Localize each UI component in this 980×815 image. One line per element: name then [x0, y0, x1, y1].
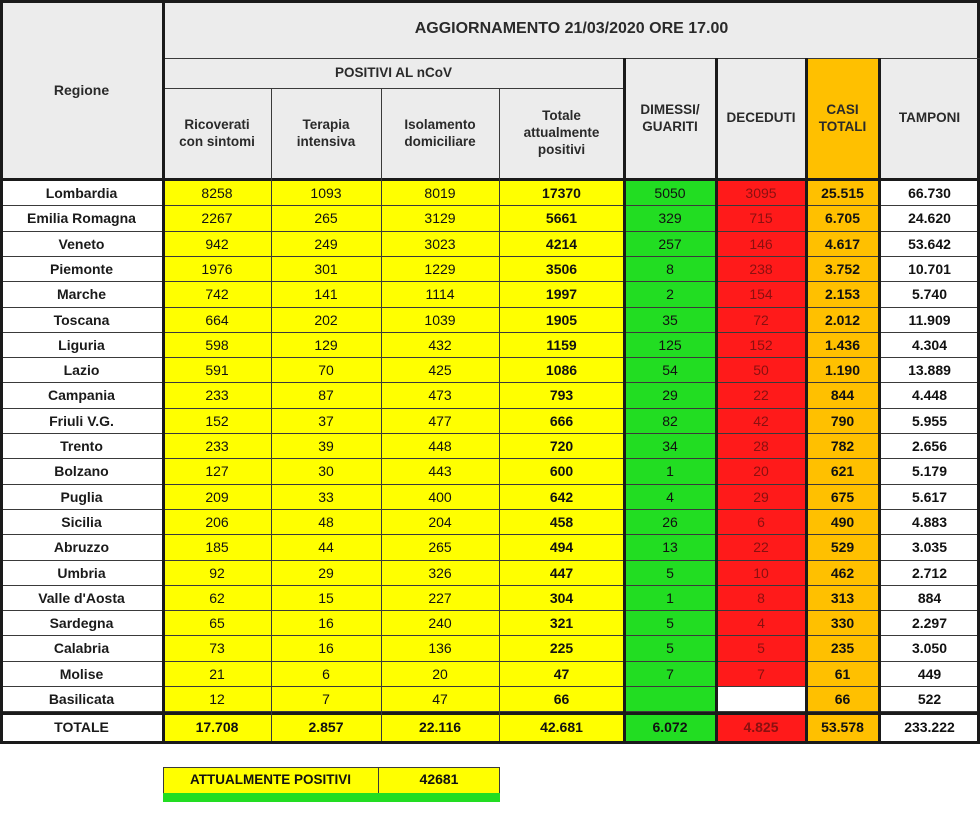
cell-tamponi: 3.035 — [879, 535, 980, 561]
cell-casi: 621 — [806, 459, 879, 485]
cell-deceduti: 7 — [716, 662, 806, 687]
cell-casi: 529 — [806, 535, 879, 561]
grid-line — [163, 58, 980, 59]
grid-line — [0, 178, 980, 181]
cell-casi: 1.190 — [806, 358, 879, 383]
grid-line — [0, 0, 980, 3]
cell-deceduti: 10 — [716, 561, 806, 586]
cell-deceduti: 5 — [716, 636, 806, 662]
cell-isolamento: 20 — [381, 662, 499, 687]
cell-deceduti: 152 — [716, 333, 806, 358]
cell-dimessi: 35 — [624, 308, 716, 333]
cell-totale: 3506 — [499, 257, 624, 282]
grid-line — [623, 58, 626, 741]
grid-line — [0, 0, 3, 741]
cell-ricoverati: 185 — [163, 535, 271, 561]
header-dimessi: DIMESSI/ GUARITI — [624, 58, 716, 179]
cell-dimessi: 1 — [624, 586, 716, 611]
grid-line — [163, 88, 624, 89]
region-name: Molise — [0, 662, 163, 687]
cell-tamponi: 5.955 — [879, 409, 980, 434]
cell-dimessi: 329 — [624, 206, 716, 232]
summary-label: ATTUALMENTE POSITIVI — [163, 767, 378, 793]
region-name: Puglia — [0, 485, 163, 510]
cell-isolamento: 8019 — [381, 181, 499, 206]
cell-dimessi: 2 — [624, 282, 716, 308]
cell-ricoverati: 65 — [163, 611, 271, 636]
cell-tamponi: 24.620 — [879, 206, 980, 232]
cell-casi: 675 — [806, 485, 879, 510]
cell-isolamento: 448 — [381, 434, 499, 459]
cell-ricoverati: 233 — [163, 383, 271, 409]
cell-terapia: 33 — [271, 485, 381, 510]
total-ricoverati: 17.708 — [163, 715, 271, 741]
cell-totale: 5661 — [499, 206, 624, 232]
grid-line — [715, 58, 718, 741]
cell-isolamento: 265 — [381, 535, 499, 561]
cell-casi: 330 — [806, 611, 879, 636]
cell-isolamento: 136 — [381, 636, 499, 662]
total-totale: 42.681 — [499, 715, 624, 741]
region-name: Abruzzo — [0, 535, 163, 561]
cell-tamponi: 3.050 — [879, 636, 980, 662]
total-terapia: 2.857 — [271, 715, 381, 741]
cell-terapia: 141 — [271, 282, 381, 308]
cell-ricoverati: 591 — [163, 358, 271, 383]
cell-isolamento: 1229 — [381, 257, 499, 282]
cell-dimessi: 54 — [624, 358, 716, 383]
header-positivi-group: POSITIVI AL nCoV — [163, 58, 624, 88]
summary-green-bar — [163, 793, 378, 802]
cell-ricoverati: 598 — [163, 333, 271, 358]
cell-terapia: 44 — [271, 535, 381, 561]
cell-tamponi: 5.179 — [879, 459, 980, 485]
region-name: Liguria — [0, 333, 163, 358]
region-name: Basilicata — [0, 687, 163, 712]
cell-terapia: 15 — [271, 586, 381, 611]
cell-tamponi: 10.701 — [879, 257, 980, 282]
cell-deceduti: 715 — [716, 206, 806, 232]
cell-totale: 321 — [499, 611, 624, 636]
region-name: Lombardia — [0, 181, 163, 206]
cell-tamponi: 522 — [879, 687, 980, 712]
cell-isolamento: 326 — [381, 561, 499, 586]
cell-deceduti: 8 — [716, 586, 806, 611]
cell-casi: 313 — [806, 586, 879, 611]
grid-line — [878, 58, 881, 741]
cell-terapia: 48 — [271, 510, 381, 535]
cell-deceduti: 22 — [716, 535, 806, 561]
cell-casi: 235 — [806, 636, 879, 662]
cell-terapia: 202 — [271, 308, 381, 333]
cell-terapia: 265 — [271, 206, 381, 232]
cell-totale: 600 — [499, 459, 624, 485]
cell-isolamento: 473 — [381, 383, 499, 409]
total-label: TOTALE — [0, 715, 163, 741]
cell-dimessi: 5050 — [624, 181, 716, 206]
total-casi: 53.578 — [806, 715, 879, 741]
cell-isolamento: 1114 — [381, 282, 499, 308]
header-terapia: Terapia intensiva — [271, 88, 381, 179]
cell-totale: 304 — [499, 586, 624, 611]
cell-ricoverati: 664 — [163, 308, 271, 333]
cell-terapia: 7 — [271, 687, 381, 712]
cell-casi: 790 — [806, 409, 879, 434]
cell-deceduti: 6 — [716, 510, 806, 535]
grid-line — [805, 58, 808, 741]
cell-dimessi: 34 — [624, 434, 716, 459]
header-update: AGGIORNAMENTO 21/03/2020 ORE 17.00 — [163, 0, 980, 58]
cell-terapia: 301 — [271, 257, 381, 282]
cell-casi: 490 — [806, 510, 879, 535]
cell-casi: 61 — [806, 662, 879, 687]
cell-terapia: 6 — [271, 662, 381, 687]
total-tamponi: 233.222 — [879, 715, 980, 741]
region-name: Marche — [0, 282, 163, 308]
cell-isolamento: 400 — [381, 485, 499, 510]
cell-ricoverati: 12 — [163, 687, 271, 712]
cell-terapia: 87 — [271, 383, 381, 409]
region-name: Calabria — [0, 636, 163, 662]
total-dimessi: 6.072 — [624, 715, 716, 741]
cell-ricoverati: 8258 — [163, 181, 271, 206]
cell-ricoverati: 127 — [163, 459, 271, 485]
header-regione: Regione — [0, 0, 163, 179]
cell-totale: 225 — [499, 636, 624, 662]
cell-ricoverati: 2267 — [163, 206, 271, 232]
header-casi-totali: CASI TOTALI — [806, 58, 879, 179]
cell-dimessi: 5 — [624, 561, 716, 586]
cell-dimessi: 29 — [624, 383, 716, 409]
cell-isolamento: 47 — [381, 687, 499, 712]
cell-terapia: 1093 — [271, 181, 381, 206]
cell-ricoverati: 62 — [163, 586, 271, 611]
cell-deceduti: 154 — [716, 282, 806, 308]
cell-casi: 6.705 — [806, 206, 879, 232]
cell-totale: 1905 — [499, 308, 624, 333]
cell-dimessi: 1 — [624, 459, 716, 485]
cell-isolamento: 432 — [381, 333, 499, 358]
grid-line — [0, 741, 980, 744]
cell-dimessi: 125 — [624, 333, 716, 358]
cell-tamponi: 4.883 — [879, 510, 980, 535]
grid-line — [271, 88, 272, 741]
cell-isolamento: 425 — [381, 358, 499, 383]
cell-ricoverati: 92 — [163, 561, 271, 586]
cell-tamponi: 5.740 — [879, 282, 980, 308]
cell-totale: 447 — [499, 561, 624, 586]
cell-casi: 2.153 — [806, 282, 879, 308]
cell-tamponi: 13.889 — [879, 358, 980, 383]
cell-terapia: 16 — [271, 636, 381, 662]
cell-tamponi: 449 — [879, 662, 980, 687]
cell-terapia: 16 — [271, 611, 381, 636]
cell-terapia: 29 — [271, 561, 381, 586]
cell-deceduti: 238 — [716, 257, 806, 282]
cell-totale: 494 — [499, 535, 624, 561]
cell-terapia: 30 — [271, 459, 381, 485]
cell-isolamento: 477 — [381, 409, 499, 434]
cell-deceduti: 29 — [716, 485, 806, 510]
region-name: Umbria — [0, 561, 163, 586]
cell-tamponi: 11.909 — [879, 308, 980, 333]
total-deceduti: 4.825 — [716, 715, 806, 741]
cell-casi: 4.617 — [806, 232, 879, 257]
region-name: Bolzano — [0, 459, 163, 485]
cell-deceduti: 72 — [716, 308, 806, 333]
cell-tamponi: 2.656 — [879, 434, 980, 459]
cell-tamponi: 884 — [879, 586, 980, 611]
header-tamponi: TAMPONI — [879, 58, 980, 179]
header-isolamento: Isolamento domiciliare — [381, 88, 499, 179]
cell-tamponi: 4.304 — [879, 333, 980, 358]
cell-tamponi: 2.712 — [879, 561, 980, 586]
cell-dimessi: 8 — [624, 257, 716, 282]
cell-casi: 25.515 — [806, 181, 879, 206]
cell-deceduti: 28 — [716, 434, 806, 459]
cell-isolamento: 240 — [381, 611, 499, 636]
cell-tamponi: 66.730 — [879, 181, 980, 206]
cell-dimessi: 26 — [624, 510, 716, 535]
region-name: Lazio — [0, 358, 163, 383]
cell-dimessi: 82 — [624, 409, 716, 434]
cell-deceduti: 3095 — [716, 181, 806, 206]
cell-dimessi: 4 — [624, 485, 716, 510]
cell-ricoverati: 209 — [163, 485, 271, 510]
region-name: Trento — [0, 434, 163, 459]
header-deceduti: DECEDUTI — [716, 58, 806, 179]
cell-totale: 17370 — [499, 181, 624, 206]
cell-terapia: 249 — [271, 232, 381, 257]
cell-casi: 782 — [806, 434, 879, 459]
region-name: Friuli V.G. — [0, 409, 163, 434]
cell-dimessi: 7 — [624, 662, 716, 687]
cell-ricoverati: 73 — [163, 636, 271, 662]
cell-casi: 66 — [806, 687, 879, 712]
region-name: Veneto — [0, 232, 163, 257]
cell-totale: 1086 — [499, 358, 624, 383]
cell-totale: 458 — [499, 510, 624, 535]
total-isolamento: 22.116 — [381, 715, 499, 741]
header-totale-positivi: Totale attualmente positivi — [499, 88, 624, 179]
cell-totale: 666 — [499, 409, 624, 434]
cell-dimessi: 5 — [624, 611, 716, 636]
cell-dimessi — [624, 687, 716, 712]
cell-tamponi: 53.642 — [879, 232, 980, 257]
cell-isolamento: 443 — [381, 459, 499, 485]
cell-casi: 1.436 — [806, 333, 879, 358]
cell-dimessi: 5 — [624, 636, 716, 662]
cell-terapia: 39 — [271, 434, 381, 459]
cell-totale: 66 — [499, 687, 624, 712]
cell-terapia: 70 — [271, 358, 381, 383]
cell-isolamento: 3129 — [381, 206, 499, 232]
region-name: Sardegna — [0, 611, 163, 636]
cell-totale: 1997 — [499, 282, 624, 308]
cell-casi: 3.752 — [806, 257, 879, 282]
cell-isolamento: 3023 — [381, 232, 499, 257]
cell-terapia: 37 — [271, 409, 381, 434]
summary-green-bar — [378, 793, 500, 802]
cell-ricoverati: 233 — [163, 434, 271, 459]
cell-ricoverati: 1976 — [163, 257, 271, 282]
cell-ricoverati: 21 — [163, 662, 271, 687]
cell-terapia: 129 — [271, 333, 381, 358]
cell-deceduti — [716, 687, 806, 712]
cell-ricoverati: 152 — [163, 409, 271, 434]
cell-isolamento: 227 — [381, 586, 499, 611]
cell-totale: 47 — [499, 662, 624, 687]
cell-deceduti: 42 — [716, 409, 806, 434]
cell-ricoverati: 206 — [163, 510, 271, 535]
grid-line — [0, 712, 980, 715]
cell-deceduti: 22 — [716, 383, 806, 409]
cell-totale: 1159 — [499, 333, 624, 358]
region-name: Campania — [0, 383, 163, 409]
region-name: Piemonte — [0, 257, 163, 282]
cell-totale: 642 — [499, 485, 624, 510]
cell-isolamento: 1039 — [381, 308, 499, 333]
cell-dimessi: 257 — [624, 232, 716, 257]
grid-line — [162, 0, 165, 741]
region-name: Valle d'Aosta — [0, 586, 163, 611]
cell-casi: 844 — [806, 383, 879, 409]
header-ricoverati: Ricoverati con sintomi — [163, 88, 271, 179]
cell-tamponi: 2.297 — [879, 611, 980, 636]
cell-deceduti: 146 — [716, 232, 806, 257]
region-name: Toscana — [0, 308, 163, 333]
grid-line — [499, 88, 500, 741]
cell-dimessi: 13 — [624, 535, 716, 561]
cell-casi: 2.012 — [806, 308, 879, 333]
cell-deceduti: 50 — [716, 358, 806, 383]
cell-casi: 462 — [806, 561, 879, 586]
grid-line — [163, 767, 500, 768]
cell-tamponi: 4.448 — [879, 383, 980, 409]
summary-value: 42681 — [378, 767, 500, 793]
cell-totale: 4214 — [499, 232, 624, 257]
cell-totale: 793 — [499, 383, 624, 409]
region-name: Emilia Romagna — [0, 206, 163, 232]
grid-line — [623, 58, 626, 88]
region-name: Sicilia — [0, 510, 163, 535]
cell-deceduti: 4 — [716, 611, 806, 636]
cell-ricoverati: 742 — [163, 282, 271, 308]
cell-ricoverati: 942 — [163, 232, 271, 257]
cell-isolamento: 204 — [381, 510, 499, 535]
cell-tamponi: 5.617 — [879, 485, 980, 510]
cell-totale: 720 — [499, 434, 624, 459]
cell-deceduti: 20 — [716, 459, 806, 485]
grid-line — [381, 88, 382, 741]
